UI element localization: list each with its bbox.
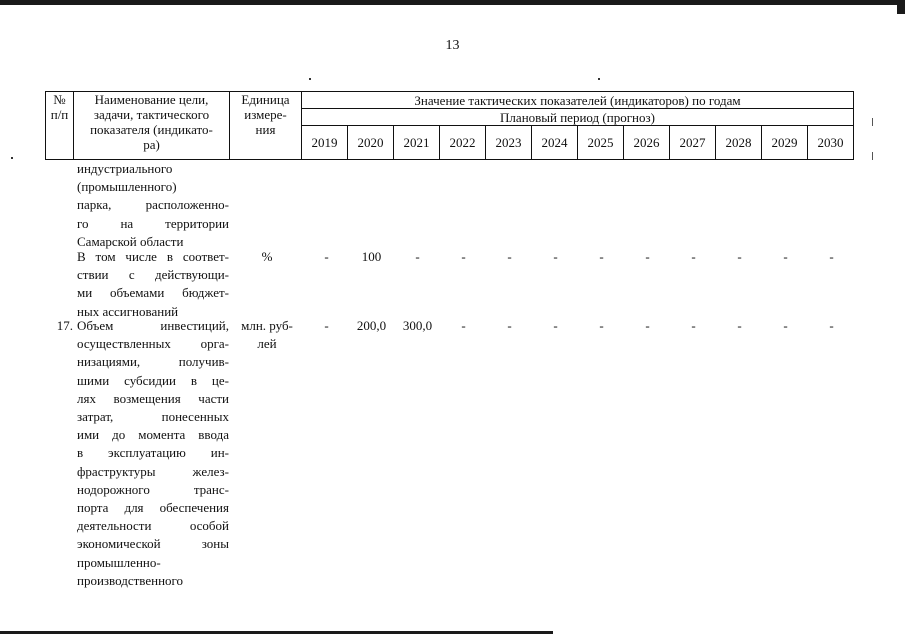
year-value-2030: - xyxy=(829,249,834,264)
header-number-line: п/п xyxy=(50,107,69,122)
header-number-line: № xyxy=(53,92,66,107)
year-value-2026: - xyxy=(645,249,650,264)
header-year: 2030 xyxy=(808,126,854,160)
indicator-name xyxy=(77,160,229,251)
indicator-name-line: (промышленного) xyxy=(77,179,177,195)
scan-mark xyxy=(872,152,873,160)
indicator-name xyxy=(77,248,229,321)
year-value-2024: - xyxy=(553,249,558,264)
indicator-name-line: Объем инвестиций, xyxy=(77,318,229,333)
indicator-name-line: деятельности особой xyxy=(77,518,229,534)
indicator-name-line: промышленно- xyxy=(77,554,161,570)
indicator-name-line: ствии с действующи- xyxy=(77,267,229,283)
year-value-2023: - xyxy=(507,249,512,264)
top-border-rule xyxy=(0,0,905,5)
year-value-2022: - xyxy=(461,249,466,264)
header-name-column xyxy=(74,92,230,160)
indicator-name-line: ими до момента ввода xyxy=(77,427,229,443)
indicator-name-line: индустриального xyxy=(77,161,173,176)
year-value-2021: 300,0 xyxy=(402,318,433,333)
header-year: 2026 xyxy=(624,126,670,160)
indicator-name-line: В том числе в соответ- xyxy=(77,249,229,264)
header-year: 2027 xyxy=(670,126,716,160)
bottom-border-rule xyxy=(0,631,553,634)
indicator-unit xyxy=(233,248,301,266)
year-value-2023: - xyxy=(507,318,512,333)
indicator-name-line: ных ассигнований xyxy=(77,303,179,319)
header-year: 2022 xyxy=(440,126,486,160)
header-year: 2024 xyxy=(532,126,578,160)
header-name-line: ра) xyxy=(143,137,160,152)
indicators-table-body xyxy=(45,160,855,600)
indicator-unit-line: % xyxy=(261,249,273,264)
header-unit-line: измере- xyxy=(244,107,287,122)
header-year: 2021 xyxy=(394,126,440,160)
indicator-name-line: лях возмещения части xyxy=(77,390,229,406)
indicator-name-line: го на территории xyxy=(77,215,229,231)
indicator-name-line: низациями, получив- xyxy=(77,354,229,370)
header-year: 2025 xyxy=(578,126,624,160)
scan-mark xyxy=(872,118,873,126)
page-number: 13 xyxy=(445,38,460,53)
indicator-name-line: ми объемами бюджет- xyxy=(77,285,229,301)
indicator-name-line: шими субсидии в це- xyxy=(77,372,229,388)
indicator-unit-line: млн. руб- xyxy=(241,318,293,333)
year-value-2020: 100 xyxy=(361,249,382,264)
year-value-2030: - xyxy=(829,318,834,333)
year-value-2020: 200,0 xyxy=(356,318,387,333)
year-value-2019: - xyxy=(324,249,329,264)
indicator-name-line: нодорожного транс- xyxy=(77,481,229,497)
indicator-unit-line: лей xyxy=(257,336,277,352)
scan-speck xyxy=(309,78,311,80)
header-name-line: Наименование цели, xyxy=(94,92,209,107)
year-value-2027: - xyxy=(691,318,696,333)
header-values-title: Значение тактических показателей (индикаторов) по годам xyxy=(302,92,854,109)
row-number: 17. xyxy=(56,318,73,333)
indicator-name xyxy=(77,317,229,590)
year-value-2028: - xyxy=(737,249,742,264)
scan-speck xyxy=(598,78,600,80)
header-name-line: задачи, тактического xyxy=(93,107,210,122)
year-value-2029: - xyxy=(783,249,788,264)
indicator-name-line: в эксплуатацию ин- xyxy=(77,445,229,461)
year-value-2024: - xyxy=(553,318,558,333)
year-value-2019: - xyxy=(324,318,329,333)
header-unit-line: Единица xyxy=(241,92,290,107)
indicator-name-line: Самарской области xyxy=(77,233,184,249)
header-plan-period: Плановый период (прогноз) xyxy=(302,109,854,126)
year-value-2021: - xyxy=(415,249,420,264)
indicators-table-header xyxy=(45,91,854,160)
header-year: 2028 xyxy=(716,126,762,160)
year-value-2027: - xyxy=(691,249,696,264)
header-year: 2020 xyxy=(348,126,394,160)
header-unit-line: ния xyxy=(255,122,276,137)
header-year: 2023 xyxy=(486,126,532,160)
indicator-name-line: порта для обеспечения xyxy=(77,500,229,516)
header-unit-column xyxy=(230,92,302,160)
indicator-name-line: затрат, понесенных xyxy=(77,409,229,425)
scan-speck xyxy=(11,157,13,159)
year-value-2025: - xyxy=(599,249,604,264)
header-year: 2029 xyxy=(762,126,808,160)
indicator-name-line: производственного xyxy=(77,572,184,588)
year-value-2029: - xyxy=(783,318,788,333)
indicator-unit xyxy=(233,317,301,353)
year-value-2025: - xyxy=(599,318,604,333)
top-right-mark xyxy=(897,0,905,14)
header-year: 2019 xyxy=(302,126,348,160)
header-number-column xyxy=(46,92,74,160)
year-value-2028: - xyxy=(737,318,742,333)
indicator-name-line: осуществленных орга- xyxy=(77,336,229,352)
year-value-2026: - xyxy=(645,318,650,333)
year-value-2022: - xyxy=(461,318,466,333)
indicator-name-line: парка, расположенно- xyxy=(77,197,229,213)
indicator-name-line: экономической зоны xyxy=(77,536,229,552)
header-name-line: показателя (индикато- xyxy=(90,122,213,137)
indicator-name-line: фраструктуры желез- xyxy=(77,463,229,479)
